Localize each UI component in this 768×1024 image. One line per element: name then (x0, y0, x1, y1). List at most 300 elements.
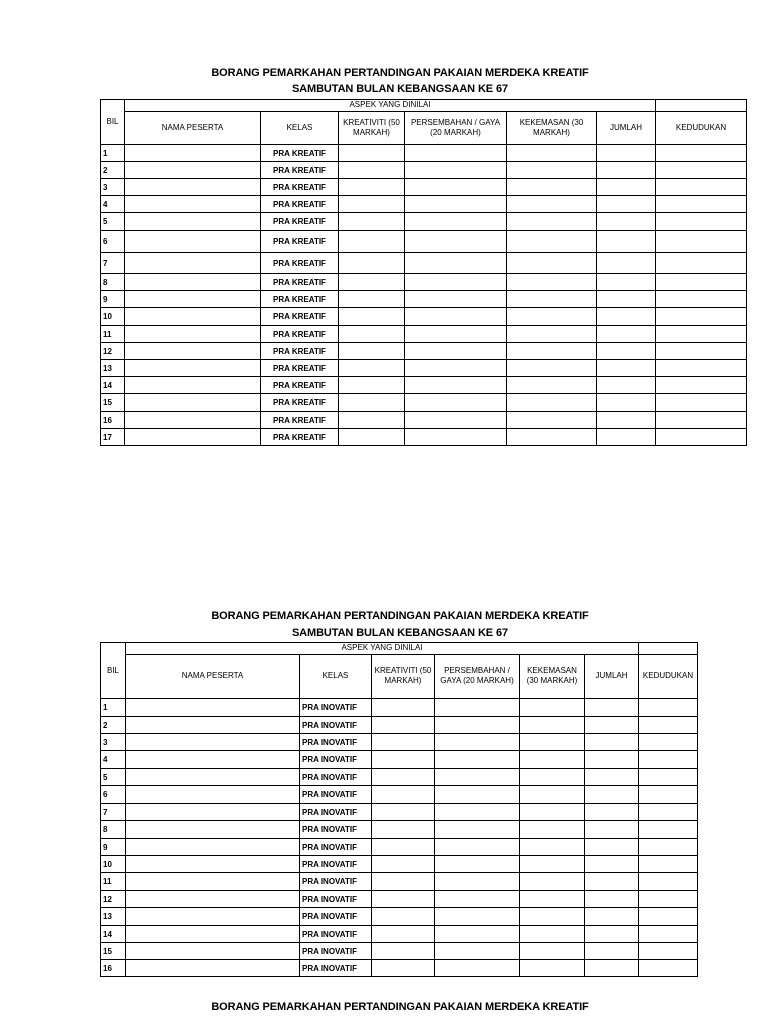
jumlah-cell[interactable] (597, 162, 656, 179)
bil-cell: 12 (101, 891, 126, 908)
table-row (101, 960, 698, 977)
bil-cell: 6 (101, 786, 126, 804)
table-row (101, 394, 747, 412)
nama-peserta-cell[interactable] (125, 196, 261, 213)
kedudukan-cell[interactable] (656, 429, 747, 446)
table-row (101, 231, 747, 253)
jumlah-cell[interactable] (597, 326, 656, 343)
persembahan-score-cell[interactable] (405, 253, 507, 274)
kedudukan-cell[interactable] (656, 196, 747, 213)
nama-peserta-cell[interactable] (125, 291, 261, 308)
persembahan-score-cell[interactable] (435, 804, 520, 821)
table-row (101, 873, 698, 891)
bil-cell: 10 (101, 856, 126, 873)
nama-peserta-cell[interactable] (125, 377, 261, 394)
form2-rows (101, 699, 698, 977)
jumlah-cell[interactable] (597, 145, 656, 162)
jumlah-cell[interactable] (597, 213, 656, 231)
persembahan-header: PERSEMBAHAN / GAYA (20 MARKAH) (435, 654, 520, 698)
kedudukan-cell[interactable] (639, 943, 698, 960)
nama-peserta-cell[interactable] (125, 162, 261, 179)
kekemasan-score-cell[interactable] (507, 162, 597, 179)
kreativiti-score-cell[interactable] (372, 717, 435, 734)
kelas-cell: PRA KREATIF (261, 213, 339, 231)
kekemasan-score-cell[interactable] (520, 717, 585, 734)
kelas-cell: PRA KREATIF (261, 162, 339, 179)
kedudukan-cell[interactable] (656, 291, 747, 308)
persembahan-score-cell[interactable] (405, 394, 507, 412)
kreativiti-score-cell[interactable] (372, 821, 435, 839)
persembahan-score-cell[interactable] (435, 891, 520, 908)
kedudukan-cell[interactable] (639, 821, 698, 839)
kelas-cell: PRA INOVATIF (300, 786, 372, 804)
kedudukan-cell[interactable] (656, 412, 747, 429)
kelas-cell: PRA KREATIF (261, 231, 339, 253)
kreativiti-score-cell[interactable] (372, 873, 435, 891)
table-row (101, 839, 698, 856)
kedudukan-cell[interactable] (656, 213, 747, 231)
bil-cell: 1 (101, 145, 125, 162)
kekemasan-score-cell[interactable] (507, 179, 597, 196)
bil-cell: 4 (101, 196, 125, 213)
persembahan-score-cell[interactable] (405, 231, 507, 253)
kekemasan-score-cell[interactable] (520, 960, 585, 977)
kelas-cell: PRA INOVATIF (300, 804, 372, 821)
kekemasan-score-cell[interactable] (507, 274, 597, 291)
kekemasan-score-cell[interactable] (520, 873, 585, 891)
table-row (101, 213, 747, 231)
nama-peserta-cell[interactable] (125, 179, 261, 196)
kedudukan-cell[interactable] (656, 179, 747, 196)
nama-peserta-cell[interactable] (125, 394, 261, 412)
nama-peserta-cell[interactable] (125, 326, 261, 343)
kedudukan-cell[interactable] (656, 394, 747, 412)
nama-peserta-cell[interactable] (125, 253, 261, 274)
kreativiti-score-cell[interactable] (372, 751, 435, 769)
jumlah-cell[interactable] (597, 360, 656, 377)
bil-cell: 7 (101, 804, 126, 821)
bil-cell: 11 (101, 326, 125, 343)
nama-peserta-cell[interactable] (125, 231, 261, 253)
table-row (101, 360, 747, 377)
nama-peserta-cell[interactable] (125, 274, 261, 291)
kreativiti-score-cell[interactable] (372, 926, 435, 943)
kedudukan-cell[interactable] (639, 699, 698, 717)
nama-peserta-header: NAMA PESERTA (125, 111, 261, 144)
persembahan-score-cell[interactable] (405, 377, 507, 394)
bil-header: BIL (101, 643, 126, 699)
kreativiti-score-cell[interactable] (339, 179, 405, 196)
nama-peserta-cell[interactable] (125, 412, 261, 429)
table-row (101, 412, 747, 429)
kedudukan-cell[interactable] (656, 231, 747, 253)
jumlah-cell[interactable] (585, 943, 639, 960)
persembahan-score-cell[interactable] (405, 162, 507, 179)
table-row (101, 734, 698, 751)
kelas-cell: PRA INOVATIF (300, 734, 372, 751)
persembahan-score-cell[interactable] (435, 717, 520, 734)
nama-peserta-header: NAMA PESERTA (126, 654, 300, 698)
persembahan-score-cell[interactable] (405, 145, 507, 162)
table-row (101, 943, 698, 960)
bil-cell: 8 (101, 274, 125, 291)
kelas-cell: PRA INOVATIF (300, 926, 372, 943)
bil-cell: 7 (101, 253, 125, 274)
persembahan-score-cell[interactable] (405, 308, 507, 326)
kreativiti-score-cell[interactable] (372, 943, 435, 960)
kedudukan-cell[interactable] (639, 839, 698, 856)
kelas-cell: PRA KREATIF (261, 377, 339, 394)
table-row (101, 343, 747, 360)
kelas-cell: PRA INOVATIF (300, 751, 372, 769)
bil-cell: 3 (101, 734, 126, 751)
kreativiti-score-cell[interactable] (339, 196, 405, 213)
kreativiti-header: KREATIVITI (50 MARKAH) (339, 111, 405, 144)
aspek-header: ASPEK YANG DINILAI (125, 100, 656, 112)
kedudukan-cell[interactable] (639, 769, 698, 786)
kreativiti-score-cell[interactable] (372, 856, 435, 873)
nama-peserta-cell[interactable] (126, 943, 300, 960)
nama-peserta-cell[interactable] (126, 786, 300, 804)
kelas-cell: PRA INOVATIF (300, 821, 372, 839)
kedudukan-cell[interactable] (656, 274, 747, 291)
jumlah-cell[interactable] (585, 821, 639, 839)
kedudukan-cell[interactable] (639, 891, 698, 908)
kedudukan-cell[interactable] (639, 856, 698, 873)
nama-peserta-cell[interactable] (125, 213, 261, 231)
persembahan-score-cell[interactable] (435, 873, 520, 891)
table-row (101, 821, 698, 839)
nama-peserta-cell[interactable] (126, 960, 300, 977)
kedudukan-cell[interactable] (656, 326, 747, 343)
persembahan-score-cell[interactable] (405, 274, 507, 291)
kedudukan-cell[interactable] (656, 343, 747, 360)
aspek-header-spacer (656, 100, 747, 112)
nama-peserta-cell[interactable] (126, 699, 300, 717)
table-row (101, 429, 747, 446)
persembahan-score-cell[interactable] (435, 769, 520, 786)
kelas-cell: PRA KREATIF (261, 291, 339, 308)
kekemasan-score-cell[interactable] (520, 943, 585, 960)
kreativiti-score-cell[interactable] (339, 308, 405, 326)
aspek-header-spacer (639, 643, 698, 655)
kreativiti-score-cell[interactable] (372, 769, 435, 786)
persembahan-score-cell[interactable] (435, 943, 520, 960)
kedudukan-cell[interactable] (639, 734, 698, 751)
bil-cell: 10 (101, 308, 125, 326)
kekemasan-header: KEKEMASAN (30 MARKAH) (507, 111, 597, 144)
form1-title-line2: SAMBUTAN BULAN KEBANGSAAN KE 67 (291, 83, 509, 95)
kedudukan-cell[interactable] (656, 377, 747, 394)
kreativiti-score-cell[interactable] (339, 429, 405, 446)
kreativiti-score-cell[interactable] (372, 839, 435, 856)
kekemasan-score-cell[interactable] (520, 839, 585, 856)
persembahan-score-cell[interactable] (435, 786, 520, 804)
nama-peserta-cell[interactable] (126, 769, 300, 786)
kreativiti-score-cell[interactable] (372, 804, 435, 821)
kreativiti-score-cell[interactable] (372, 908, 435, 926)
kekemasan-score-cell[interactable] (520, 786, 585, 804)
bil-cell: 3 (101, 179, 125, 196)
bil-cell: 13 (101, 908, 126, 926)
kekemasan-score-cell[interactable] (507, 360, 597, 377)
table-row (101, 786, 698, 804)
jumlah-cell[interactable] (597, 377, 656, 394)
bil-cell: 11 (101, 873, 126, 891)
table-row (101, 308, 747, 326)
jumlah-cell[interactable] (597, 308, 656, 326)
nama-peserta-cell[interactable] (126, 926, 300, 943)
nama-peserta-cell[interactable] (126, 856, 300, 873)
kekemasan-score-cell[interactable] (507, 145, 597, 162)
bil-cell: 17 (101, 429, 125, 446)
table-row (101, 291, 747, 308)
nama-peserta-cell[interactable] (126, 804, 300, 821)
kreativiti-score-cell[interactable] (372, 734, 435, 751)
kreativiti-score-cell[interactable] (339, 231, 405, 253)
form1-rows (101, 145, 747, 446)
kreativiti-score-cell[interactable] (372, 786, 435, 804)
jumlah-cell[interactable] (585, 751, 639, 769)
nama-peserta-cell[interactable] (126, 891, 300, 908)
table-row (101, 377, 747, 394)
jumlah-cell[interactable] (597, 231, 656, 253)
kedudukan-cell[interactable] (639, 717, 698, 734)
table-row (101, 253, 747, 274)
kreativiti-score-cell[interactable] (372, 891, 435, 908)
kelas-cell: PRA KREATIF (261, 326, 339, 343)
kedudukan-cell[interactable] (639, 960, 698, 977)
kekemasan-score-cell[interactable] (520, 804, 585, 821)
kelas-cell: PRA KREATIF (261, 145, 339, 162)
kelas-cell: PRA INOVATIF (300, 960, 372, 977)
kelas-cell: PRA INOVATIF (300, 943, 372, 960)
nama-peserta-cell[interactable] (125, 308, 261, 326)
jumlah-cell[interactable] (597, 179, 656, 196)
bil-cell: 5 (101, 213, 125, 231)
kedudukan-cell[interactable] (656, 308, 747, 326)
jumlah-cell[interactable] (585, 908, 639, 926)
kelas-cell: PRA KREATIF (261, 179, 339, 196)
kelas-cell: PRA INOVATIF (300, 717, 372, 734)
jumlah-cell[interactable] (597, 343, 656, 360)
persembahan-score-cell[interactable] (405, 429, 507, 446)
persembahan-score-cell[interactable] (405, 326, 507, 343)
kekemasan-score-cell[interactable] (520, 699, 585, 717)
kelas-header: KELAS (300, 654, 372, 698)
persembahan-score-cell[interactable] (405, 291, 507, 308)
kelas-cell: PRA KREATIF (261, 274, 339, 291)
table-row (101, 145, 747, 162)
kreativiti-score-cell[interactable] (339, 394, 405, 412)
persembahan-score-cell[interactable] (405, 343, 507, 360)
bil-cell: 16 (101, 412, 125, 429)
table-row (101, 196, 747, 213)
kreativiti-header: KREATIVITI (50 MARKAH) (372, 654, 435, 698)
table-row (101, 908, 698, 926)
kedudukan-cell[interactable] (639, 751, 698, 769)
bil-cell: 14 (101, 377, 125, 394)
bil-cell: 8 (101, 821, 126, 839)
kedudukan-cell[interactable] (639, 873, 698, 891)
nama-peserta-cell[interactable] (126, 821, 300, 839)
kreativiti-score-cell[interactable] (339, 377, 405, 394)
kekemasan-score-cell[interactable] (507, 231, 597, 253)
table-row (101, 891, 698, 908)
nama-peserta-cell[interactable] (125, 429, 261, 446)
persembahan-score-cell[interactable] (435, 908, 520, 926)
persembahan-score-cell[interactable] (405, 196, 507, 213)
kelas-cell: PRA KREATIF (261, 412, 339, 429)
persembahan-score-cell[interactable] (405, 412, 507, 429)
jumlah-cell[interactable] (585, 786, 639, 804)
kedudukan-header: KEDUDUKAN (656, 111, 747, 144)
kreativiti-score-cell[interactable] (339, 343, 405, 360)
kekemasan-score-cell[interactable] (507, 394, 597, 412)
kreativiti-score-cell[interactable] (339, 291, 405, 308)
form2-title-line2: SAMBUTAN BULAN KEBANGSAAN KE 67 (291, 627, 509, 639)
kreativiti-score-cell[interactable] (339, 253, 405, 274)
form2-score-table (100, 642, 698, 977)
kedudukan-cell[interactable] (639, 926, 698, 943)
bil-cell: 12 (101, 343, 125, 360)
persembahan-score-cell[interactable] (435, 821, 520, 839)
kedudukan-cell[interactable] (656, 145, 747, 162)
kelas-cell: PRA INOVATIF (300, 699, 372, 717)
form2-title-line1: BORANG PEMARKAHAN PERTANDINGAN PAKAIAN MERDEKA KREATIF (211, 610, 589, 622)
persembahan-score-cell[interactable] (435, 699, 520, 717)
kreativiti-score-cell[interactable] (339, 360, 405, 377)
kelas-cell: PRA INOVATIF (300, 856, 372, 873)
kekemasan-score-cell[interactable] (507, 429, 597, 446)
kekemasan-score-cell[interactable] (520, 908, 585, 926)
nama-peserta-cell[interactable] (126, 873, 300, 891)
kreativiti-score-cell[interactable] (339, 412, 405, 429)
kelas-cell: PRA KREATIF (261, 253, 339, 274)
nama-peserta-cell[interactable] (125, 145, 261, 162)
persembahan-score-cell[interactable] (435, 926, 520, 943)
kekemasan-score-cell[interactable] (507, 326, 597, 343)
kekemasan-score-cell[interactable] (507, 253, 597, 274)
kekemasan-score-cell[interactable] (520, 769, 585, 786)
kelas-cell: PRA INOVATIF (300, 908, 372, 926)
kekemasan-score-cell[interactable] (507, 412, 597, 429)
persembahan-score-cell[interactable] (435, 751, 520, 769)
kekemasan-score-cell[interactable] (507, 291, 597, 308)
persembahan-header: PERSEMBAHAN / GAYA (20 MARKAH) (405, 111, 507, 144)
kreativiti-score-cell[interactable] (339, 145, 405, 162)
kedudukan-cell[interactable] (639, 804, 698, 821)
kelas-cell: PRA KREATIF (261, 196, 339, 213)
jumlah-cell[interactable] (585, 856, 639, 873)
bil-cell: 2 (101, 162, 125, 179)
bil-header: BIL (101, 100, 125, 145)
jumlah-cell[interactable] (585, 926, 639, 943)
persembahan-score-cell[interactable] (405, 360, 507, 377)
table-row (101, 856, 698, 873)
persembahan-score-cell[interactable] (435, 856, 520, 873)
jumlah-cell[interactable] (585, 891, 639, 908)
nama-peserta-cell[interactable] (125, 360, 261, 377)
kekemasan-score-cell[interactable] (520, 751, 585, 769)
kedudukan-cell[interactable] (656, 253, 747, 274)
bil-cell: 15 (101, 394, 125, 412)
kedudukan-cell[interactable] (639, 908, 698, 926)
kreativiti-score-cell[interactable] (372, 699, 435, 717)
persembahan-score-cell[interactable] (405, 179, 507, 196)
kekemasan-score-cell[interactable] (507, 343, 597, 360)
kreativiti-score-cell[interactable] (339, 213, 405, 231)
nama-peserta-cell[interactable] (126, 751, 300, 769)
kekemasan-score-cell[interactable] (520, 926, 585, 943)
jumlah-cell[interactable] (585, 769, 639, 786)
bil-cell: 9 (101, 839, 126, 856)
persembahan-score-cell[interactable] (435, 734, 520, 751)
jumlah-cell[interactable] (585, 699, 639, 717)
kreativiti-score-cell[interactable] (339, 162, 405, 179)
kelas-header: KELAS (261, 111, 339, 144)
kreativiti-score-cell[interactable] (339, 326, 405, 343)
kelas-cell: PRA KREATIF (261, 394, 339, 412)
kekemasan-score-cell[interactable] (520, 856, 585, 873)
nama-peserta-cell[interactable] (126, 717, 300, 734)
bil-cell: 13 (101, 360, 125, 377)
kedudukan-cell[interactable] (656, 360, 747, 377)
jumlah-cell[interactable] (585, 960, 639, 977)
persembahan-score-cell[interactable] (435, 960, 520, 977)
kekemasan-score-cell[interactable] (507, 377, 597, 394)
kekemasan-score-cell[interactable] (520, 821, 585, 839)
jumlah-cell[interactable] (585, 804, 639, 821)
table-row (101, 926, 698, 943)
kekemasan-score-cell[interactable] (507, 196, 597, 213)
nama-peserta-cell[interactable] (126, 839, 300, 856)
bil-cell: 16 (101, 960, 126, 977)
jumlah-cell[interactable] (597, 291, 656, 308)
bil-cell: 1 (101, 699, 126, 717)
jumlah-cell[interactable] (585, 839, 639, 856)
kekemasan-score-cell[interactable] (520, 891, 585, 908)
nama-peserta-cell[interactable] (125, 343, 261, 360)
kreativiti-score-cell[interactable] (339, 274, 405, 291)
aspek-header: ASPEK YANG DINILAI (126, 643, 639, 655)
form3-title-line1: BORANG PEMARKAHAN PERTANDINGAN PAKAIAN MERDEKA KREATIF (211, 1001, 589, 1013)
persembahan-score-cell[interactable] (405, 213, 507, 231)
kekemasan-score-cell[interactable] (507, 308, 597, 326)
kekemasan-score-cell[interactable] (520, 734, 585, 751)
kekemasan-score-cell[interactable] (507, 213, 597, 231)
kelas-cell: PRA KREATIF (261, 308, 339, 326)
jumlah-cell[interactable] (585, 734, 639, 751)
jumlah-cell[interactable] (597, 196, 656, 213)
bil-cell: 2 (101, 717, 126, 734)
jumlah-cell[interactable] (585, 717, 639, 734)
jumlah-header: JUMLAH (597, 111, 656, 144)
jumlah-cell[interactable] (585, 873, 639, 891)
kreativiti-score-cell[interactable] (372, 960, 435, 977)
nama-peserta-cell[interactable] (126, 734, 300, 751)
jumlah-cell[interactable] (597, 412, 656, 429)
jumlah-cell[interactable] (597, 429, 656, 446)
jumlah-cell[interactable] (597, 274, 656, 291)
persembahan-score-cell[interactable] (435, 839, 520, 856)
nama-peserta-cell[interactable] (126, 908, 300, 926)
jumlah-cell[interactable] (597, 253, 656, 274)
kedudukan-cell[interactable] (639, 786, 698, 804)
jumlah-cell[interactable] (597, 394, 656, 412)
kedudukan-cell[interactable] (656, 162, 747, 179)
form1-title-line1: BORANG PEMARKAHAN PERTANDINGAN PAKAIAN MERDEKA KREATIF (211, 67, 589, 79)
